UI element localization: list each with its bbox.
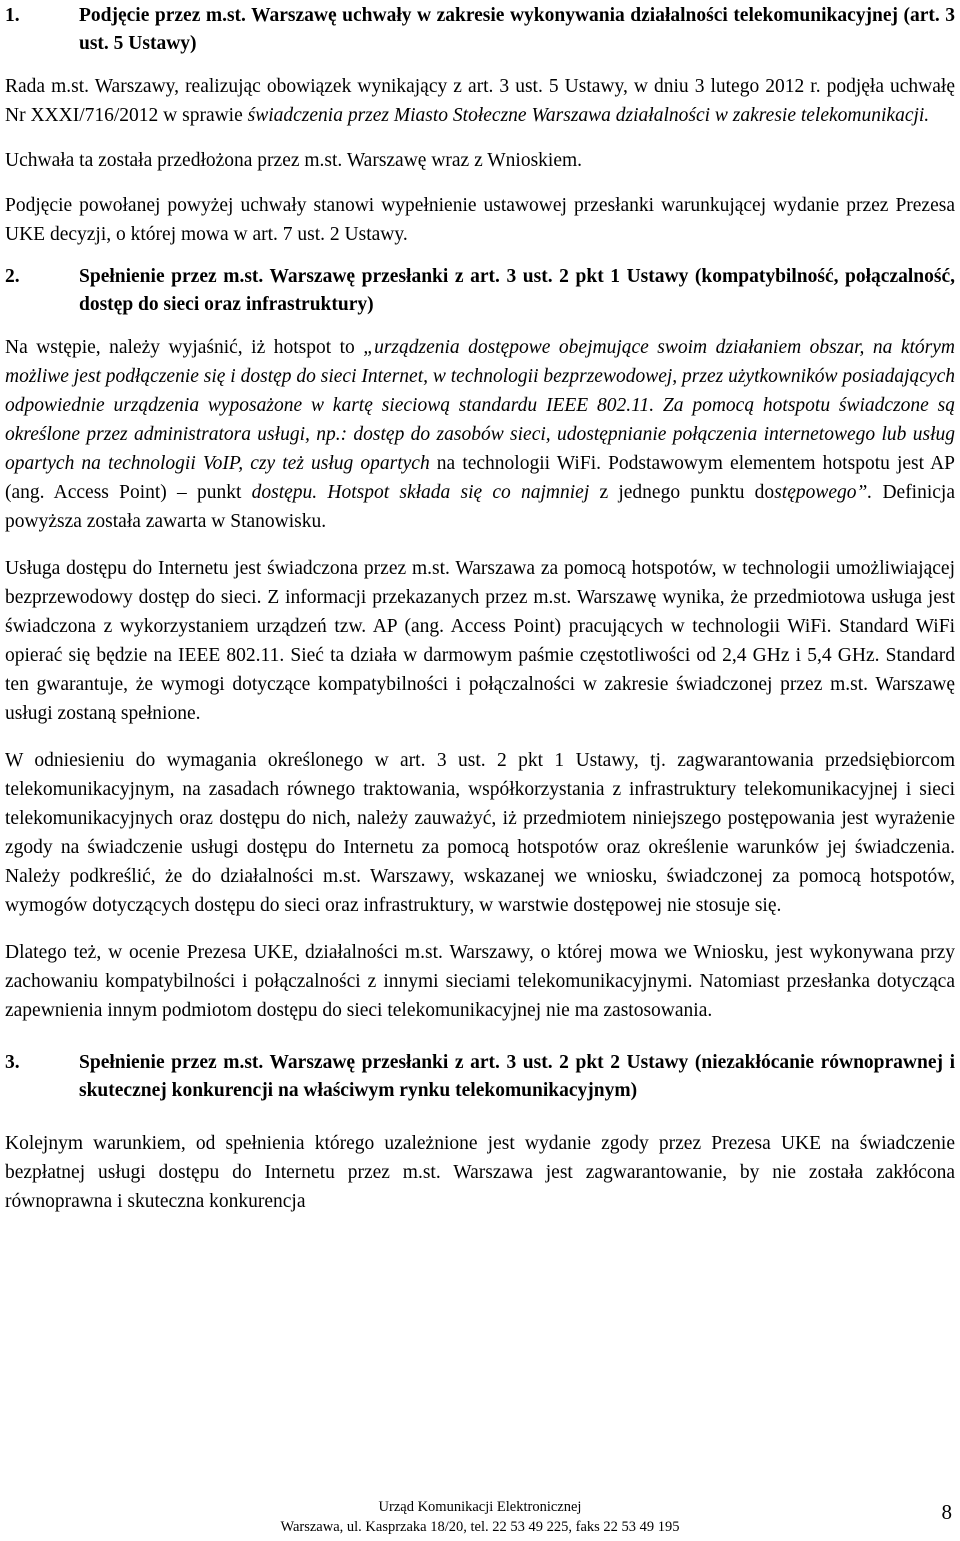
- page-footer: [0, 1497, 960, 1537]
- section-title: Podjęcie przez m.st. Warszawę uchwały w zakresie wykonywania działalności telekomunikacyjnej (art. 3 ust. 5 Ustawy): [79, 5, 955, 54]
- italic-run: dostępu. Hotspot składa się co najmniej: [251, 482, 590, 503]
- section-heading-2: [5, 263, 955, 319]
- paragraph-competition: Kolejnym warunkiem, od spełnienia którego uzależnione jest wydanie zgody przez Prezesa UKE na świadczenie bezpłatnej usługi dostępu do Internetu przez m.st. Warszawa jest zagwarantowanie, by nie została zakłócona równoprawna i skuteczna konkurencja: [5, 1133, 955, 1212]
- paragraph-internet-service: Usługa dostępu do Internetu jest świadczona przez m.st. Warszawa za pomocą hotspotów, w technologii umożliwiającej bezprzewodowy dostęp do sieci. Z informacji przekazanych przez m.st. Warszawę wynika, że przedmiotowa usługa jest świadczona z wykorzystaniem urządzeń tzw. AP (ang. Access Point) pracujących w technologii WiFi. Standard WiFi opierać się będzie na IEEE 802.11. Sieć ta działa w darmowym paśmie częstotliwości od 2,4 GHz i 5,4 GHz. Standard ten gwarantuje, że wymogi dotyczące kompatybilności i połączalności w zakresie świadczonej przez m.st. Warszawę usługi zostaną spełnione.: [5, 558, 955, 724]
- paragraph-resolution: [5, 72, 955, 130]
- text-run: z jednego punktu do: [589, 482, 775, 503]
- page-number: 8: [941, 1500, 952, 1524]
- document-body: [5, 2, 955, 1216]
- italic-run: „urządzenia dostępowe obejmujące swoim działaniem obszar, na którym możliwe jest podłączenie się i dostęp do sieci Internet, w technologii bezprzewodowej, przez użytkowników posiadających odpowiednie urządzenia wyposażone w kartę sieciową standardu IEEE 802.11. Za pomocą hotspotu świadczone są określone przez administratora usługi, np.: dostęp do zasobów sieci, udostępnianie połączenia internetowego lub usług opartych na technologii VoIP, czy też usług opartych: [5, 337, 955, 474]
- paragraph-conclusion: Dlatego też, w ocenie Prezesa UKE, działalności m.st. Warszawy, o której mowa we Wniosku, jest wykonywana przy zachowaniu kompatybilności i połączalności z innymi sieciami telekomunikacyjnymi. Natomiast przesłanka dotycząca zapewnienia innym podmiotom dostępu do sieci telekomunikacyjnej nie ma zastosowania.: [5, 942, 955, 1021]
- italic-run: stępowego”.: [774, 482, 873, 503]
- section-heading-1: [5, 2, 955, 58]
- section-number: 2.: [5, 266, 20, 287]
- section-number: 3.: [5, 1052, 20, 1073]
- paragraph-hotspot-definition: [5, 333, 955, 536]
- text-run: Definicja powyższa została zawarta w Stanowisku.: [5, 482, 955, 532]
- section-title: Spełnienie przez m.st. Warszawę przesłanki z art. 3 ust. 2 pkt 1 Ustawy (kompatybilność, połączalność, dostęp do sieci oraz infrastruktury): [79, 266, 955, 315]
- paragraph-access-requirement: W odniesieniu do wymagania określonego w art. 3 ust. 2 pkt 1 Ustawy, tj. zagwarantowania przedsiębiorcom telekomunikacyjnym, na zasadach równego traktowania, współkorzystania z infrastruktury telekomunikacyjnej i sieci telekomunikacyjnych oraz dostępu do nich, należy zauważyć, iż przedmiotem niniejszego postępowania jest wyrażenie zgody na świadczenie usługi dostępu do Internetu za pomocą hotspotów oraz określenie warunków jej świadczenia. Należy podkreślić, że do działalności m.st. Warszawy, wskazanej we wniosku, świadczonej za pomocą hotspotów, wymogów dotyczących dostępu do sieci oraz infrastruktury, w warstwie dostępowej nie stosuje się.: [5, 750, 955, 916]
- text-run: Rada m.st. Warszawy, realizując obowiązek wynikający z art. 3 ust. 5 Ustawy, w dniu 3 lutego 2012 r. podjęła uchwałę Nr XXXI/716/2012 w sprawie: [5, 76, 955, 126]
- section-title: Spełnienie przez m.st. Warszawę przesłanki z art. 3 ust. 2 pkt 2 Ustawy (niezakłócanie równoprawnej i skutecznej konkurencji na właściwym rynku telekomunikacyjnym): [79, 1052, 955, 1101]
- text-run: na technologii WiFi. Podstawowym elementem hotspotu jest AP (ang. Access Point) – punkt: [5, 453, 956, 503]
- text-run: Na wstępie, należy wyjaśnić, iż hotspot to: [5, 337, 364, 358]
- footer-institution: Urząd Komunikacji Elektronicznej: [378, 1499, 582, 1515]
- footer-address: Warszawa, ul. Kasprzaka 18/20, tel. 22 53 49 225, faks 22 53 49 195: [280, 1519, 680, 1535]
- paragraph-submission: Uchwała ta została przedłożona przez m.st. Warszawę wraz z Wnioskiem.: [5, 150, 583, 171]
- paragraph-condition: Podjęcie powołanej powyżej uchwały stanowi wypełnienie ustawowej przesłanki warunkującej wydanie przez Prezesa UKE decyzji, o której mowa w art. 7 ust. 2 Ustawy.: [5, 195, 955, 245]
- section-heading-3: [5, 1049, 955, 1105]
- section-number: 1.: [5, 5, 20, 26]
- italic-run: świadczenia przez Miasto Stołeczne Warszawa działalności w zakresie telekomunikacji.: [247, 105, 930, 126]
